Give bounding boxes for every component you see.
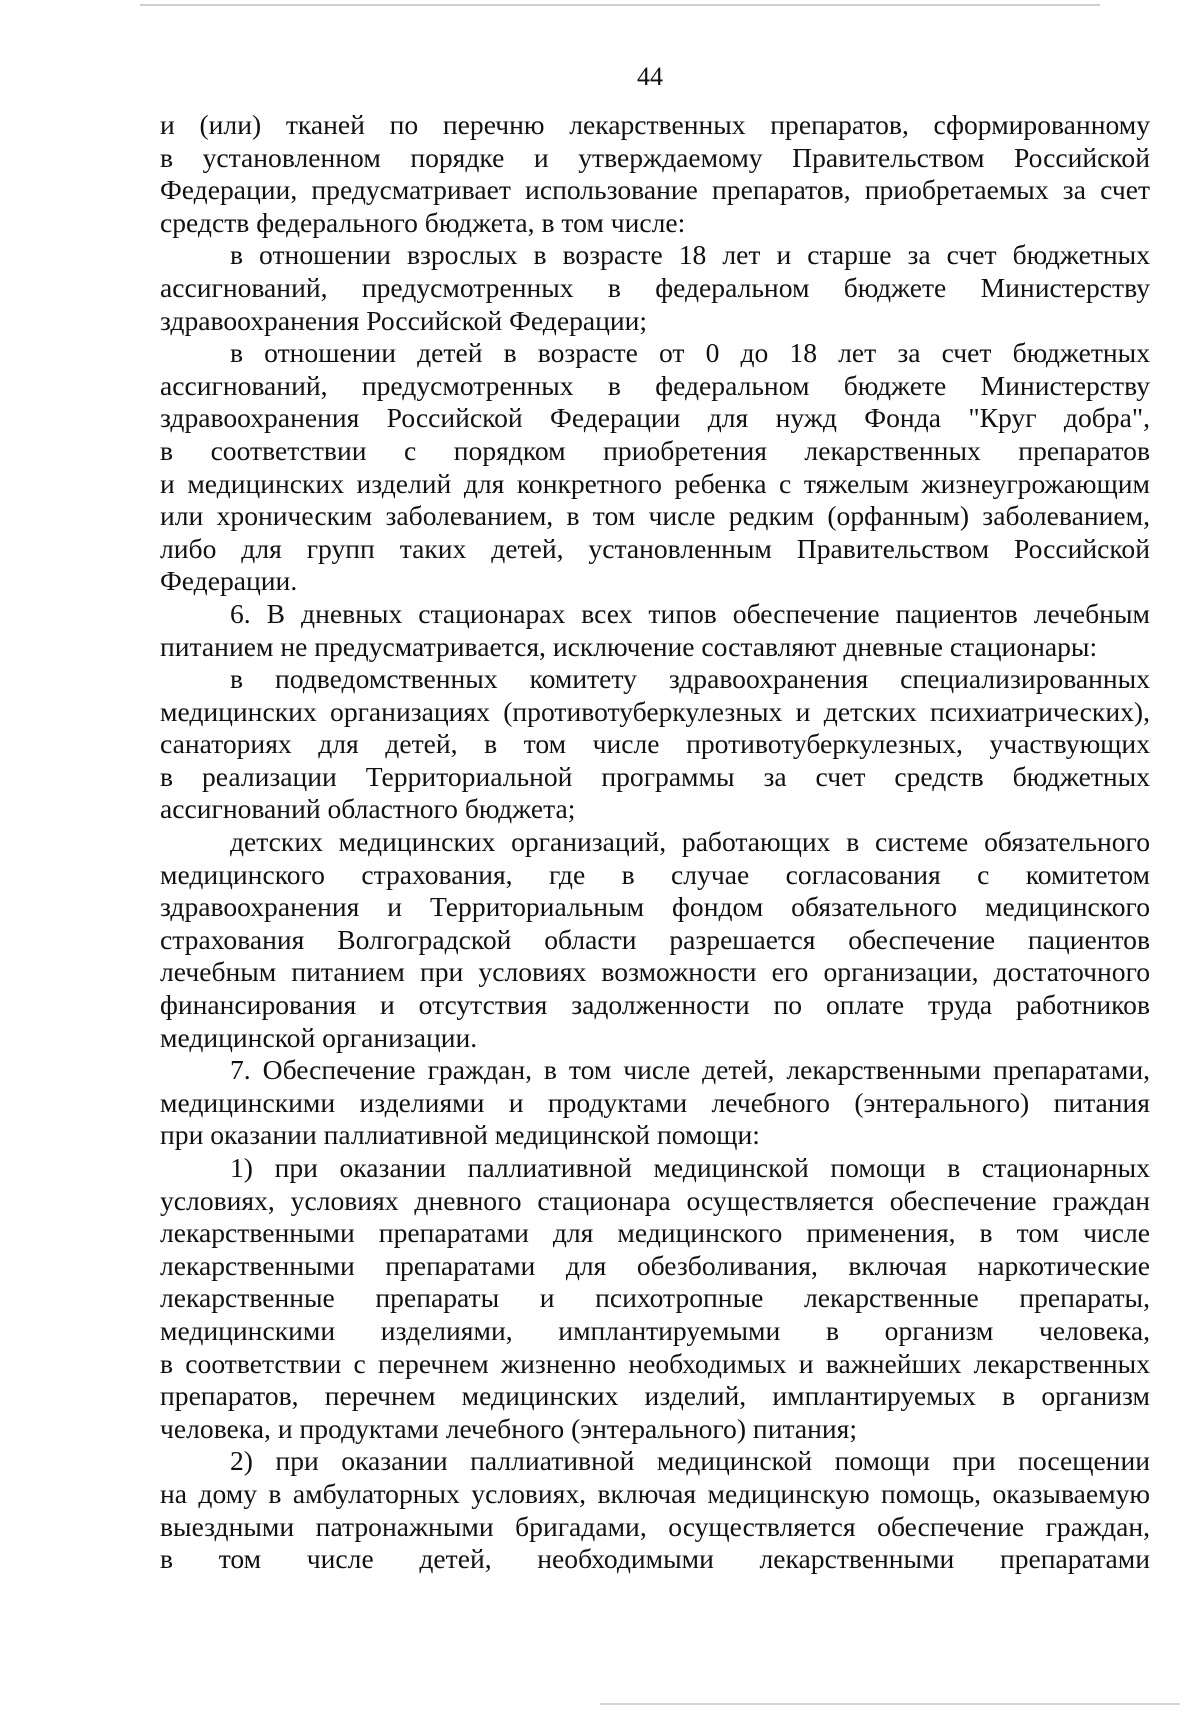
text-line: здравоохранения Российской Федерации для нужд Фонда "Круг добра", (160, 402, 1150, 434)
text-line: ассигнований, предусмотренных в федеральном бюджете Министерству (160, 369, 1150, 401)
text-line: детских медицинских организаций, работающих в системе обязательного (230, 826, 1150, 858)
text-line: лекарственными препаратами для обезболивания, включая наркотические (160, 1249, 1150, 1281)
text-line: лекарственные препараты и психотропные лекарственные препараты, (160, 1282, 1150, 1314)
text-line: 2) при оказании паллиативной медицинской помощи при посещении (230, 1445, 1150, 1477)
text-line: страхования Волгоградской области разрешается обеспечение пациентов (160, 923, 1150, 955)
text-line: медицинских организациях (противотуберкулезных и детских психиатрических), (160, 695, 1150, 727)
text-line: препаратов, перечнем медицинских изделий, имплантируемых в организм (160, 1380, 1150, 1412)
text-line: в соответствии с порядком приобретения лекарственных препаратов (160, 434, 1150, 466)
text-line: средств федерального бюджета, в том числе: (160, 206, 686, 238)
scan-edge-bottom (600, 1703, 1180, 1705)
text-line: в реализации Территориальной программы за счет средств бюджетных (160, 760, 1150, 792)
scan-edge-top (140, 4, 1100, 6)
text-line: Федерации. (160, 565, 298, 597)
text-line: здравоохранения и Территориальным фондом обязательного медицинского (160, 891, 1150, 923)
text-line: ассигнований областного бюджета; (160, 793, 576, 825)
text-line: и медицинских изделий для конкретного ребенка с тяжелым жизнеугрожающим (160, 467, 1150, 499)
text-line: условиях, условиях дневного стационара осуществляется обеспечение граждан (160, 1184, 1150, 1216)
text-line: в установленном порядке и утверждаемому Правительством Российской (160, 141, 1150, 173)
text-line: лекарственными препаратами для медицинского применения, в том числе (160, 1217, 1150, 1249)
text-line: либо для групп таких детей, установленным Правительством Российской (160, 532, 1150, 564)
text-line: ассигнований, предусмотренных в федеральном бюджете Министерству (160, 271, 1150, 303)
text-line: выездными патронажными бригадами, осуществляется обеспечение граждан, (160, 1510, 1150, 1542)
document-body (160, 109, 1150, 1576)
text-line: санаториях для детей, в том числе противотуберкулезных, участвующих (160, 728, 1150, 760)
text-line: лечебным питанием при условиях возможности его организации, достаточного (160, 956, 1150, 988)
text-line: или хроническим заболеванием, в том числе редким (орфанным) заболеванием, (160, 500, 1150, 532)
text-line: и (или) тканей по перечню лекарственных препаратов, сформированному (160, 109, 1150, 140)
text-line: в отношении взрослых в возрасте 18 лет и старше за счет бюджетных (230, 239, 1150, 271)
text-line: здравоохранения Российской Федерации; (160, 304, 648, 336)
text-line: в отношении детей в возрасте от 0 до 18 лет за счет бюджетных (230, 337, 1150, 369)
text-line: медицинскими изделиями и продуктами лечебного (энтерального) питания (160, 1086, 1150, 1118)
text-line: медицинского страхования, где в случае согласования с комитетом (160, 858, 1150, 890)
text-line: на дому в амбулаторных условиях, включая медицинскую помощь, оказываемую (160, 1477, 1150, 1509)
text-line: финансирования и отсутствия задолженности по оплате труда работников (160, 989, 1150, 1021)
text-line: 6. В дневных стационарах всех типов обеспечение пациентов лечебным (230, 597, 1150, 629)
text-line: 1) при оказании паллиативной медицинской помощи в стационарных (230, 1152, 1150, 1183)
text-line: медицинской организации. (160, 1021, 478, 1053)
text-line: питанием не предусматривается, исключение составляют дневные стационары: (160, 630, 1098, 662)
text-line: в соответствии с перечнем жизненно необходимых и важнейших лекарственных (160, 1347, 1150, 1379)
text-line: при оказании паллиативной медицинской помощи: (160, 1119, 760, 1151)
text-line: в подведомственных комитету здравоохранения специализированных (230, 663, 1150, 695)
text-line: человека, и продуктами лечебного (энтерального) питания; (160, 1412, 857, 1444)
text-line: медицинскими изделиями, имплантируемыми в организм человека, (160, 1314, 1150, 1346)
text-line: в том числе детей, необходимыми лекарственными препаратами (160, 1543, 1150, 1575)
page-number: 44 (637, 62, 663, 91)
text-line: Федерации, предусматривает использование препаратов, приобретаемых за счет (160, 174, 1150, 206)
text-line: 7. Обеспечение граждан, в том числе детей, лекарственными препаратами, (230, 1054, 1150, 1086)
